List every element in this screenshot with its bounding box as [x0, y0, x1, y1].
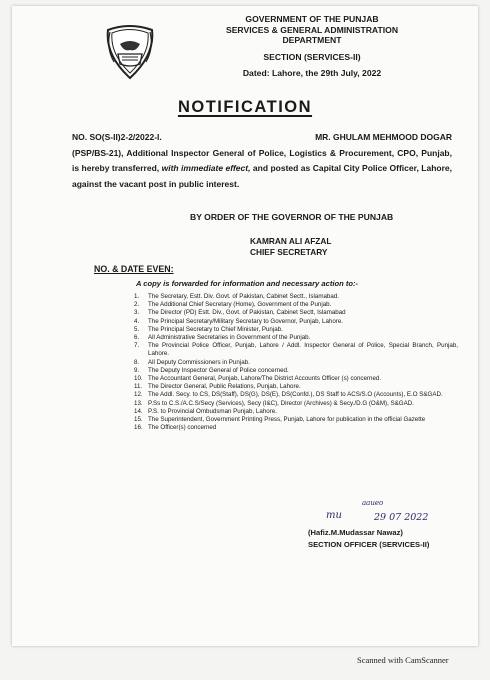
- notification-body: [72, 130, 452, 192]
- list-item: 10. The Accountant General, Punjab, Lahore/The District Accounts Officer (s) concerned.: [134, 375, 382, 383]
- list-item: 6. All Administrative Secretaries in Government of the Punjab.: [134, 334, 311, 342]
- signatory-name: KAMRAN ALI AFZAL: [250, 236, 332, 246]
- section-name: SECTION (SERVICES-II): [263, 51, 361, 62]
- list-item: 8. All Deputy Commissioners in Punjab.: [134, 358, 250, 366]
- letterhead-line-2: SERVICES & GENERAL ADMINISTRATION: [225, 24, 399, 35]
- list-item: 7. The Provincial Police Officer, Punjab, Lahore / Addl. Inspector General of Police, Special Branch, Punjab, Lahore.: [134, 342, 458, 358]
- list-item: 1. The Secretary, Estt. Div. Govt. of Pakistan, Cabinet Sectt., Islamabad.: [134, 293, 339, 300]
- body-text-a: (PSP/BS-21), Additional Inspector General of Police, Logistics & Procurement, CPO, Punjab, is hereby transferred,: [72, 147, 452, 173]
- handwritten-annotation: aaueo: [362, 499, 384, 507]
- list-item: 4. The Principal Secretary/Military Secretary to Governor, Punjab, Lahore.: [134, 317, 343, 325]
- no-and-date-heading: NO. & DATE EVEN:: [94, 264, 174, 274]
- body-text-b: and posted as Capital City Police Officer, Lahore, against the vacant post in public interest.: [72, 163, 452, 189]
- signatory-designation: SECTION OFFICER (SERVICES-II): [308, 539, 430, 549]
- handwritten-initials: mu: [326, 510, 342, 521]
- title-text: NOTIFICATION: [177, 98, 313, 116]
- list-item: 13. P.Ss to C.S./A.C.S/Secy (Services), Secy (I&C), Director (Archives) & Secy./D.G (O&M), S&GAD.: [134, 399, 414, 407]
- signatory-designation: CHIEF SECRETARY: [250, 247, 328, 257]
- distribution-list: [134, 293, 458, 432]
- section-officer-signature-block: [308, 527, 429, 550]
- list-item: 12. The Addl. Secy. to CS, DS(Staff), DS(G), DS(E), DS(Confd.), DS Staff to ACS/S.O (Accounts), E.O S&GAD.: [134, 391, 443, 399]
- signatory-name: (Hafiz.M.Mudassar Nawaz): [308, 528, 403, 537]
- list-item: 15. The Superintendent, Government Printing Press, Punjab, Lahore for publication in the official Gazette: [134, 416, 426, 424]
- copy-forwarded-line: A copy is forwarded for information and necessary action to:-: [136, 279, 359, 288]
- government-emblem-icon: [100, 20, 160, 82]
- chief-secretary-signature-block: [250, 236, 331, 258]
- list-item: 5. The Principal Secretary to Chief Minister, Punjab.: [134, 325, 283, 333]
- list-item: 11. The Director General, Public Relations, Punjab, Lahore.: [134, 383, 301, 391]
- list-item: 2. The Additional Chief Secretary (Home), Government of the Punjab.: [134, 301, 332, 309]
- letterhead-line-3: DEPARTMENT: [282, 35, 342, 45]
- document-page: [12, 6, 478, 646]
- reference-number: NO. SO(S-II)2-2/2022-I.: [72, 132, 162, 142]
- scanner-watermark: Scanned with CamScanner: [357, 655, 449, 665]
- date-line: Dated: Lahore, the 29th July, 2022: [242, 68, 382, 78]
- officer-name: MR. GHULAM MEHMOOD DOGAR: [315, 132, 452, 142]
- notification-title: [12, 98, 478, 117]
- order-line: BY ORDER OF THE GOVERNOR OF THE PUNJAB: [190, 212, 394, 222]
- list-item: 16. The Officer(s) concerned: [134, 424, 217, 432]
- letterhead: [202, 14, 422, 79]
- letterhead-line-1: GOVERNMENT OF THE PUNJAB: [245, 14, 379, 24]
- list-item: 3. The Director (PD) Estt. Div., Govt. of Pakistan, Cabinet Sectt, Islamabad: [134, 309, 346, 317]
- body-text-emphasis: with immediate effect,: [161, 163, 251, 173]
- list-item: 14. P.S. to Provincial Ombudsman Punjab, Lahore.: [134, 407, 277, 415]
- handwritten-date: 29 07 2022: [374, 512, 429, 523]
- list-item: 9. The Deputy Inspector General of Police concerned.: [134, 366, 289, 374]
